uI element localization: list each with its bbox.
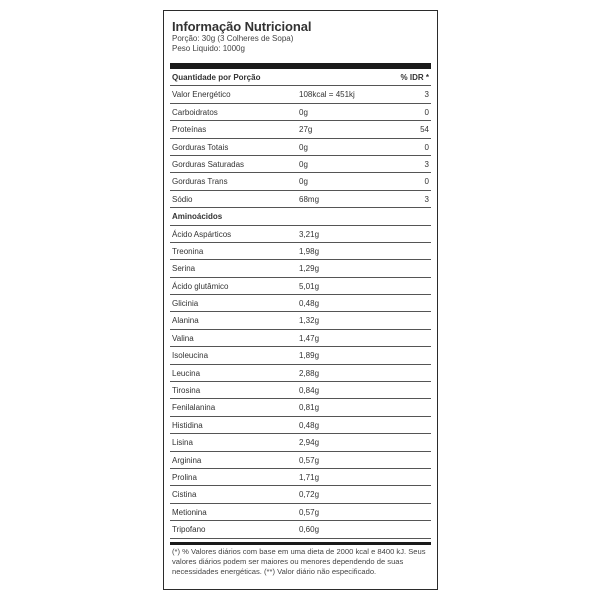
amino-acid-amount: 1,71g bbox=[299, 472, 320, 482]
amino-acid-name: Treonina bbox=[172, 246, 204, 256]
amino-acid-name: Alanina bbox=[172, 316, 199, 326]
bottom-divider bbox=[170, 542, 431, 545]
nutrient-idr: 3 bbox=[424, 194, 429, 204]
amino-acid-row bbox=[170, 365, 431, 382]
idr-header: % IDR * bbox=[400, 73, 429, 82]
amino-acid-name: Fenilalanina bbox=[172, 403, 216, 413]
amino-acid-amount: 0,48g bbox=[299, 420, 320, 430]
nutrient-amount: 68mg bbox=[299, 194, 320, 204]
amino-acid-amount: 0,48g bbox=[299, 299, 320, 309]
amino-acid-row bbox=[170, 295, 431, 312]
amino-acid-row bbox=[170, 260, 431, 277]
amino-acid-amount: 3,21g bbox=[299, 229, 320, 239]
amino-acid-amount: 0,72g bbox=[299, 490, 320, 500]
nutrition-facts-label bbox=[163, 10, 438, 590]
amino-acid-name: Ácido Aspárticos bbox=[172, 229, 232, 239]
amino-acid-amount: 0,57g bbox=[299, 507, 320, 517]
amino-acid-name: Histidina bbox=[172, 420, 203, 430]
nutrient-row bbox=[170, 191, 431, 208]
amino-acid-row bbox=[170, 347, 431, 364]
amino-acid-amount: 1,98g bbox=[299, 246, 320, 256]
table-header-row bbox=[170, 69, 431, 86]
amino-acid-row bbox=[170, 469, 431, 486]
amino-acid-amount: 2,88g bbox=[299, 368, 320, 378]
nutrient-idr: 3 bbox=[424, 159, 429, 169]
nutrient-amount: 108kcal = 451kj bbox=[299, 90, 355, 100]
label-title: Informação Nutricional bbox=[172, 19, 312, 34]
amino-acid-amount: 1,89g bbox=[299, 351, 320, 361]
quantity-header: Quantidade por Porção bbox=[172, 73, 261, 82]
nutrient-row bbox=[170, 104, 431, 121]
nutrient-name: Gorduras Saturadas bbox=[172, 159, 245, 169]
footnote: (*) % Valores diários com base em uma dieta de 2000 kcal e 8400 kJ. Seus valores diários podem ser maiores ou menores dependendo de suas necessidades energéticas. (**) Valor diário não especificado. bbox=[172, 547, 426, 576]
nutrient-name: Gorduras Trans bbox=[172, 177, 228, 187]
amino-acid-amount: 2,94g bbox=[299, 438, 320, 448]
amino-acid-name: Valina bbox=[172, 333, 194, 343]
amino-acid-amount: 5,01g bbox=[299, 281, 320, 291]
nutrient-amount: 0g bbox=[299, 142, 308, 152]
nutrient-table bbox=[170, 69, 431, 539]
nutrient-name: Valor Energético bbox=[172, 90, 231, 100]
amino-acid-row bbox=[170, 243, 431, 260]
amino-acids-heading-row bbox=[170, 208, 431, 225]
nutrient-row bbox=[170, 139, 431, 156]
nutrient-row bbox=[170, 121, 431, 138]
nutrient-amount: 0g bbox=[299, 159, 308, 169]
portion-size: Porção: 30g (3 Colheres de Sopa) bbox=[172, 34, 294, 43]
amino-acid-row bbox=[170, 417, 431, 434]
amino-acid-name: Serina bbox=[172, 264, 196, 274]
nutrient-idr: 0 bbox=[424, 107, 429, 117]
nutrient-idr: 0 bbox=[424, 142, 429, 152]
amino-acid-name: Isoleucina bbox=[172, 351, 209, 361]
amino-acid-row bbox=[170, 278, 431, 295]
nutrient-row bbox=[170, 173, 431, 190]
amino-acid-name: Lisina bbox=[172, 438, 193, 448]
amino-acid-name: Cistina bbox=[172, 490, 197, 500]
nutrient-name: Carboidratos bbox=[172, 107, 218, 117]
amino-acid-amount: 0,57g bbox=[299, 455, 320, 465]
amino-acid-row bbox=[170, 434, 431, 451]
nutrient-idr: 0 bbox=[424, 177, 429, 187]
amino-acid-row bbox=[170, 452, 431, 469]
net-weight: Peso Liquido: 1000g bbox=[172, 44, 245, 53]
amino-acid-row bbox=[170, 486, 431, 503]
nutrient-amount: 27g bbox=[299, 125, 313, 135]
nutrient-amount: 0g bbox=[299, 177, 308, 187]
nutrient-name: Sódio bbox=[172, 194, 193, 204]
label-header bbox=[172, 19, 429, 54]
amino-acid-name: Ácido glutâmico bbox=[172, 281, 229, 291]
amino-acid-name: Arginina bbox=[172, 455, 202, 465]
amino-acid-row bbox=[170, 330, 431, 347]
amino-acid-name: Tirosina bbox=[172, 386, 201, 396]
nutrient-row bbox=[170, 156, 431, 173]
amino-acids-heading: Aminoácidos bbox=[172, 212, 223, 222]
amino-acid-amount: 1,29g bbox=[299, 264, 320, 274]
amino-acid-amount: 1,47g bbox=[299, 333, 320, 343]
amino-acid-name: Prolina bbox=[172, 472, 197, 482]
amino-acid-amount: 0,84g bbox=[299, 386, 320, 396]
nutrient-row bbox=[170, 86, 431, 103]
amino-acid-amount: 0,81g bbox=[299, 403, 320, 413]
nutrient-name: Gorduras Totais bbox=[172, 142, 229, 152]
amino-acid-row bbox=[170, 226, 431, 243]
nutrient-idr: 3 bbox=[424, 90, 429, 100]
amino-acid-row bbox=[170, 382, 431, 399]
amino-acid-name: Tripofano bbox=[172, 525, 206, 535]
amino-acid-row bbox=[170, 504, 431, 521]
amino-acid-row bbox=[170, 521, 431, 538]
amino-acid-amount: 1,32g bbox=[299, 316, 320, 326]
nutrient-amount: 0g bbox=[299, 107, 308, 117]
amino-acid-amount: 0,60g bbox=[299, 525, 320, 535]
amino-acid-row bbox=[170, 399, 431, 416]
amino-acid-name: Glicinia bbox=[172, 299, 199, 309]
nutrient-name: Proteínas bbox=[172, 125, 207, 135]
amino-acid-row bbox=[170, 312, 431, 329]
amino-acid-name: Metionina bbox=[172, 507, 207, 517]
amino-acid-name: Leucina bbox=[172, 368, 201, 378]
nutrient-idr: 54 bbox=[420, 125, 429, 135]
